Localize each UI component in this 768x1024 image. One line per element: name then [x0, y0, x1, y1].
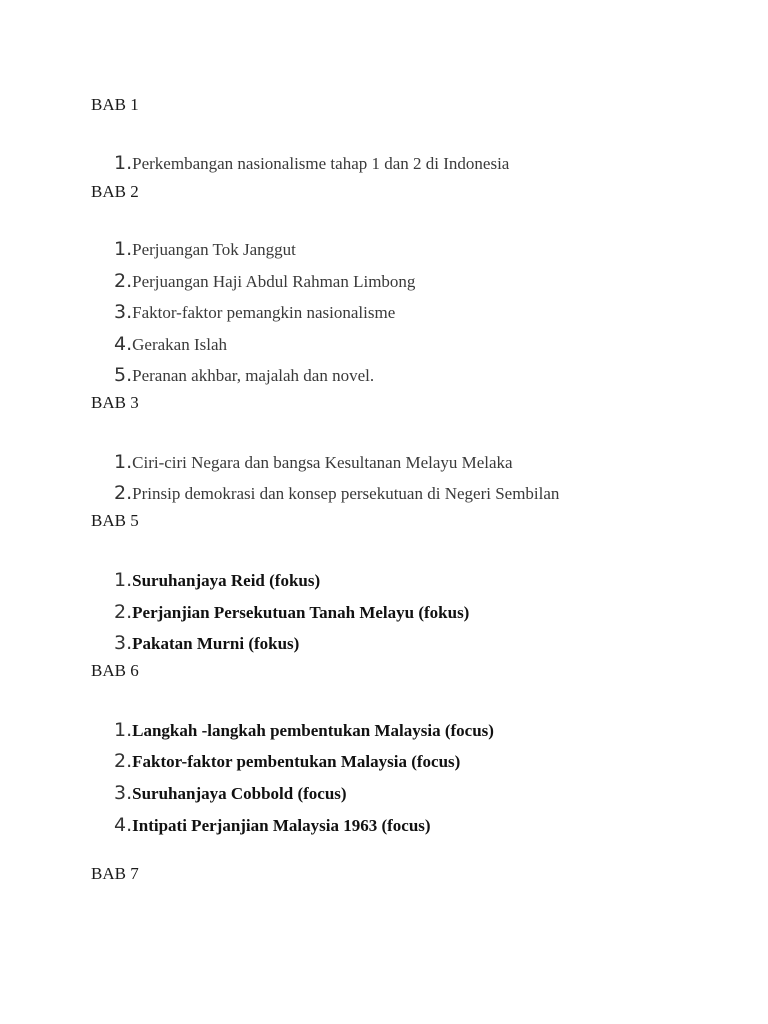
list-item: [114, 814, 431, 836]
item-number: 4.: [114, 814, 133, 836]
list-item: [114, 301, 395, 323]
list-item: [114, 333, 227, 355]
item-text: Suruhanjaya Cobbold (focus): [132, 784, 347, 803]
section-heading-bab-5: BAB 5: [91, 511, 139, 530]
item-number: 1.: [114, 238, 133, 260]
item-text: Langkah -langkah pembentukan Malaysia (focus): [132, 721, 494, 740]
item-text: Peranan akhbar, majalah dan novel.: [132, 366, 375, 385]
item-text: Ciri-ciri Negara dan bangsa Kesultanan Melayu Melaka: [132, 453, 513, 472]
item-text: Intipati Perjanjian Malaysia 1963 (focus): [132, 816, 431, 835]
list-item: [114, 601, 469, 623]
section-heading-bab-1: BAB 1: [91, 95, 139, 114]
item-text: Perjuangan Haji Abdul Rahman Limbong: [132, 272, 416, 291]
item-number: 2.: [114, 482, 133, 504]
item-text: Pakatan Murni (fokus): [132, 634, 300, 653]
list-item: [114, 270, 415, 292]
item-text: Gerakan Islah: [132, 335, 228, 354]
list-item: [114, 719, 494, 741]
item-number: 1.: [114, 569, 133, 591]
list-item: [114, 152, 509, 174]
list-item: [114, 750, 460, 772]
item-number: 1.: [114, 152, 133, 174]
list-item: [114, 632, 299, 654]
item-text: Suruhanjaya Reid (fokus): [132, 571, 321, 590]
item-number: 1.: [114, 719, 133, 741]
item-number: 5.: [114, 364, 133, 386]
list-item: [114, 364, 374, 386]
item-text: Perjanjian Persekutuan Tanah Melayu (fokus): [132, 603, 470, 622]
list-item: [114, 451, 513, 473]
section-heading-bab-7: BAB 7: [91, 864, 139, 883]
item-text: Prinsip demokrasi dan konsep persekutuan di Negeri Sembilan: [132, 484, 560, 503]
item-number: 4.: [114, 333, 133, 355]
list-item: [114, 569, 320, 591]
item-number: 2.: [114, 601, 133, 623]
item-text: Faktor-faktor pemangkin nasionalisme: [132, 303, 396, 322]
item-number: 3.: [114, 301, 133, 323]
item-number: 1.: [114, 451, 133, 473]
item-text: Faktor-faktor pembentukan Malaysia (focus): [132, 752, 461, 771]
list-item: [114, 782, 347, 804]
section-heading-bab-3: BAB 3: [91, 393, 139, 412]
section-heading-bab-2: BAB 2: [91, 182, 139, 201]
list-item: [114, 238, 296, 260]
list-item: [114, 482, 559, 504]
item-number: 3.: [114, 632, 133, 654]
item-number: 3.: [114, 782, 133, 804]
item-text: Perjuangan Tok Janggut: [132, 240, 296, 259]
item-number: 2.: [114, 750, 133, 772]
item-number: 2.: [114, 270, 133, 292]
section-heading-bab-6: BAB 6: [91, 661, 139, 680]
item-text: Perkembangan nasionalisme tahap 1 dan 2 di Indonesia: [132, 154, 510, 173]
